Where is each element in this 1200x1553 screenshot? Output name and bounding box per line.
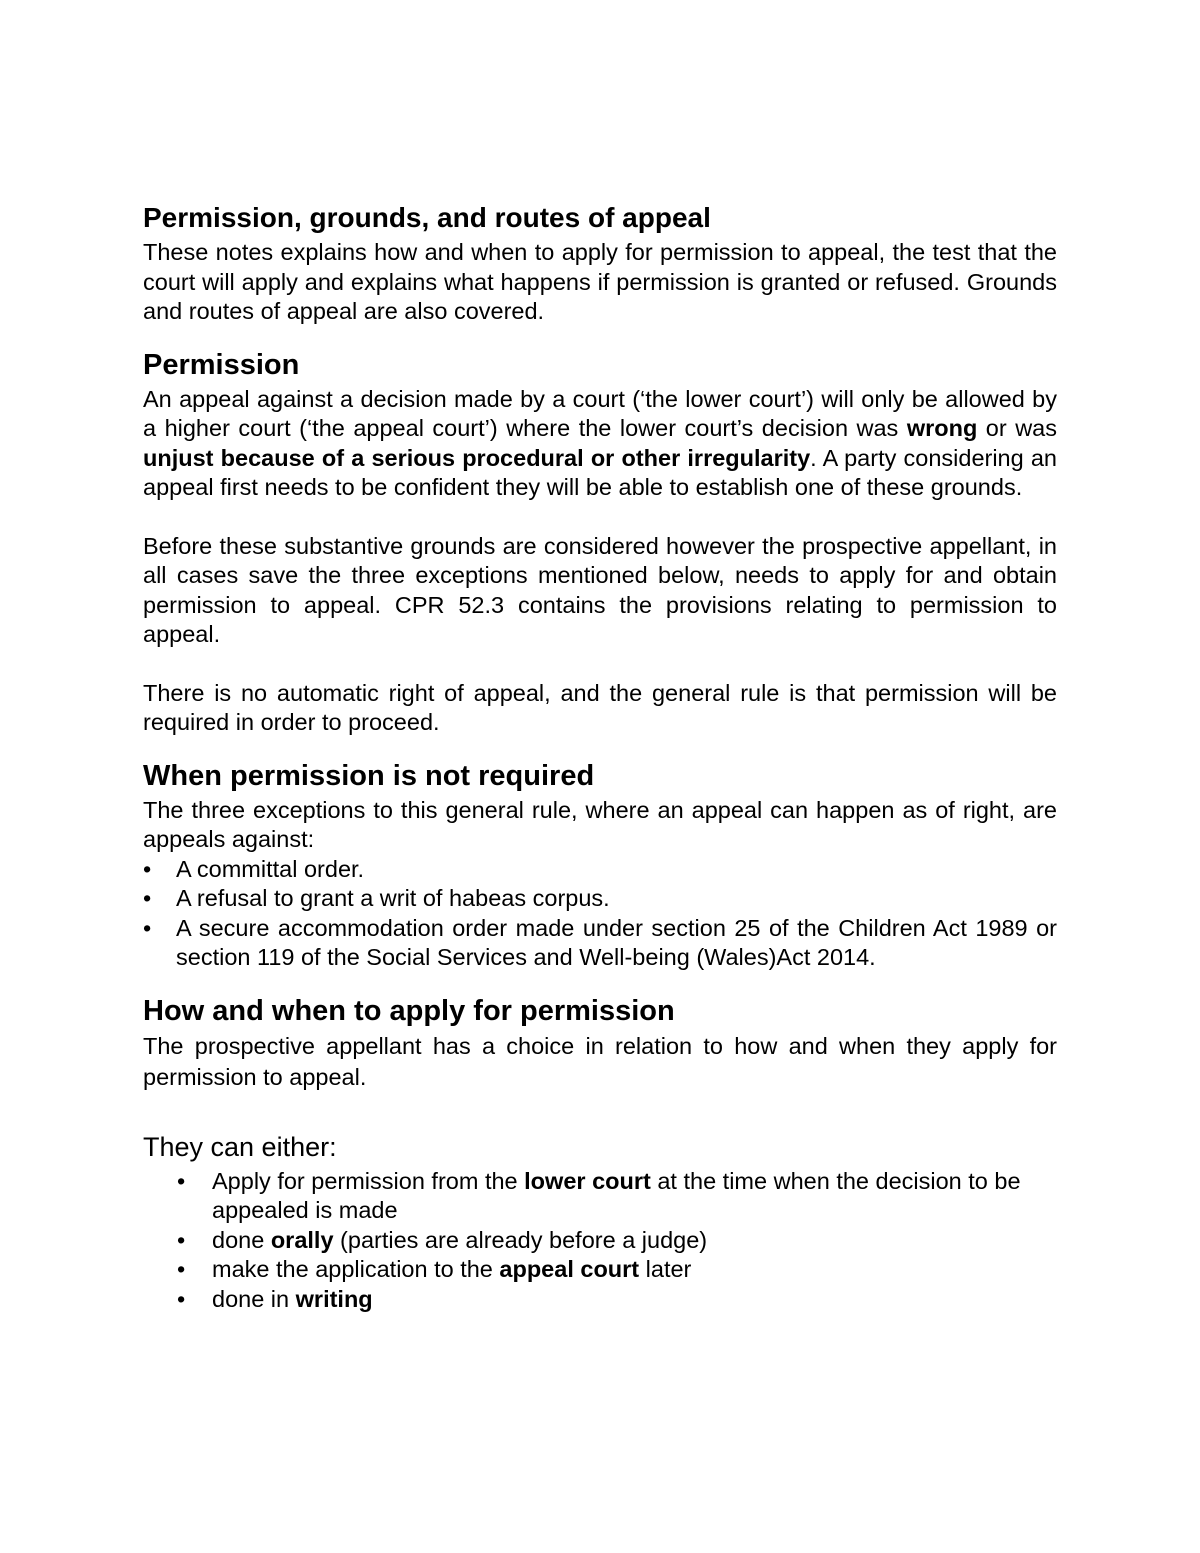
how-when-intro: The prospective appellant has a choice in relation to how and when they apply for permission to appeal.: [143, 1032, 1057, 1090]
list-item: • A refusal to grant a writ of habeas corpus.: [143, 884, 1057, 914]
options-list: [177, 1167, 1057, 1315]
permission-heading: Permission: [143, 348, 300, 381]
list-item: • done in writing: [177, 1285, 1057, 1315]
exceptions-list: [143, 855, 1057, 973]
intro-paragraph: These notes explains how and when to apply for permission to appeal, the test that the court will apply and explains what happens if permission is granted or refused. Grounds and routes of appeal are also covered.: [143, 239, 1057, 324]
list-item: • make the application to the appeal court later: [177, 1255, 1057, 1285]
document-title: Permission, grounds, and routes of appeal: [143, 202, 711, 233]
list-item: • Apply for permission from the lower court at the time when the decision to be appealed is made: [177, 1167, 1021, 1223]
permission-paragraph-3: There is no automatic right of appeal, and the general rule is that permission will be required in order to proceed.: [143, 679, 1057, 735]
bullet-icon: •: [143, 885, 152, 911]
options-label: They can either:: [143, 1131, 337, 1162]
bullet-icon: •: [177, 1285, 186, 1312]
bullet-icon: •: [143, 855, 152, 882]
not-required-heading: When permission is not required: [143, 759, 595, 792]
how-when-heading: How and when to apply for permission: [143, 994, 675, 1027]
list-item: • done orally (parties are already before a judge): [177, 1226, 1057, 1256]
list-item: • A committal order.: [143, 855, 1057, 885]
list-item: • A secure accommodation order made under section 25 of the Children Act 1989 or section 119 of the Social Services and Well-being (Wales)Act 2014.: [143, 914, 1057, 970]
bullet-icon: •: [177, 1167, 186, 1194]
bullet-icon: •: [177, 1256, 186, 1282]
permission-paragraph-1: An appeal against a decision made by a court (‘the lower court’) will only be allowed by a higher court (‘the appeal court’) where the lower court’s decision was wrong or was unjust because of a serious procedural or other irregularity. A party considering an appeal first needs to be confident they will be able to establish one of these grounds.: [143, 385, 1058, 500]
bullet-icon: •: [177, 1226, 186, 1253]
bullet-icon: •: [143, 914, 152, 941]
document-content: [143, 198, 1057, 1314]
not-required-intro: The three exceptions to this general rule, where an appeal can happen as of right, are appeals against:: [143, 796, 1057, 852]
permission-paragraph-2: Before these substantive grounds are considered however the prospective appellant, in all cases save the three exceptions mentioned below, needs to apply for and obtain permission to appeal. CPR 52.3 contains the provisions relating to permission to appeal.: [143, 532, 1057, 647]
